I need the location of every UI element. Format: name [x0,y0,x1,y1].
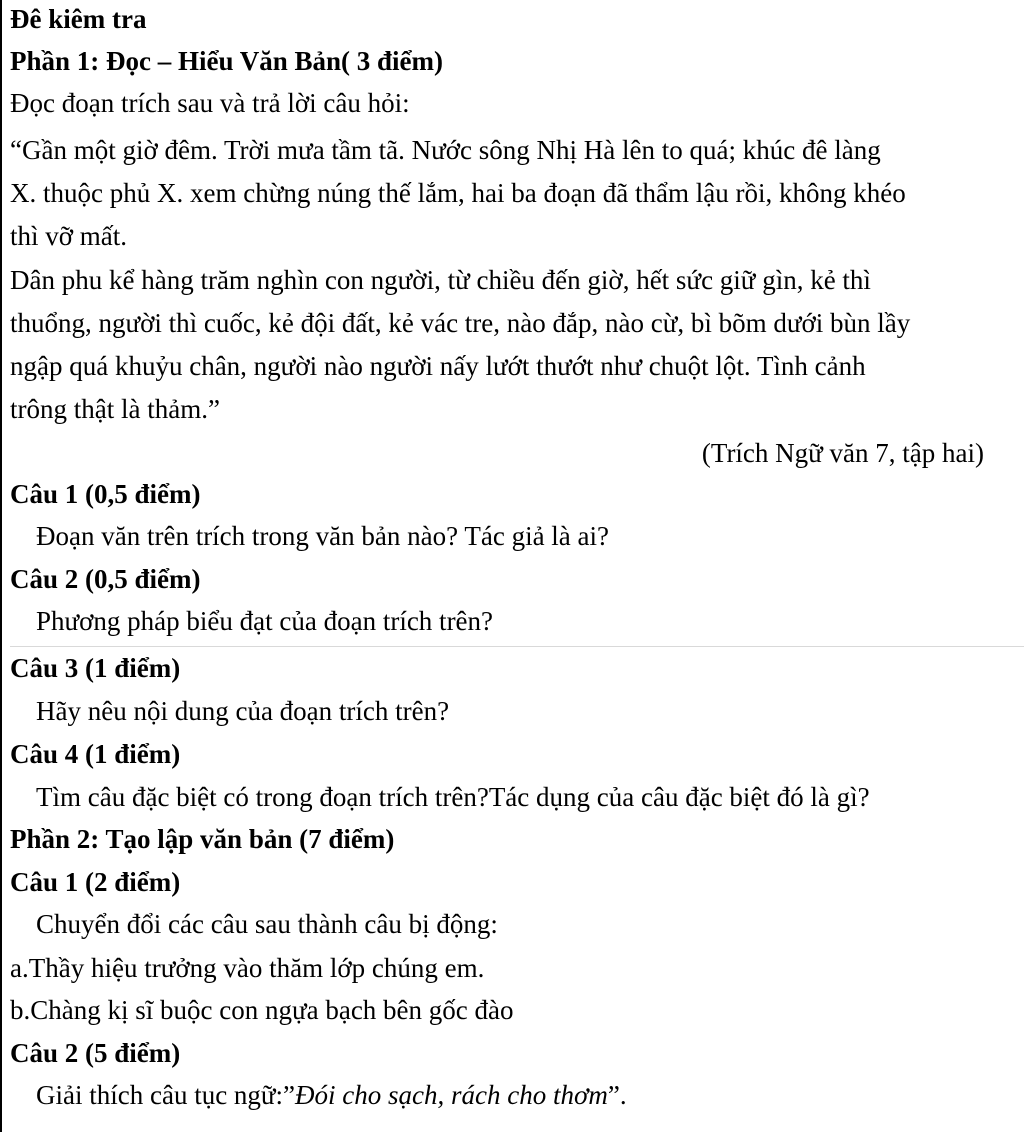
passage-line: Dân phu kể hàng trăm nghìn con người, từ chiều đến giờ, hết sức giữ gìn, kẻ thì [10,265,871,295]
part1-heading: Phần 1: Đọc – Hiểu Văn Bản( 3 điểm) [10,46,444,76]
passage-line: “Gần một giờ đêm. Trời mưa tầm tã. Nước sông Nhị Hà lên to quá; khúc đê làng [10,135,881,165]
passage-line: X. thuộc phủ X. xem chừng núng thế lắm, hai ba đoạn đã thẩm lậu rồi, không khéo [10,178,906,208]
part2-question-1-item: a.Thầy hiệu trưởng vào thăm lớp chúng em. [10,953,485,983]
passage-line: thì vỡ mất. [10,221,128,251]
question-1-text: Đoạn văn trên trích trong văn bản nào? Tác giả là ai? [36,521,610,551]
question-3-text: Hãy nêu nội dung của đoạn trích trên? [36,696,450,726]
exam-title: Đê kiêm tra [10,4,147,34]
proverb: Đói cho sạch, rách cho thơm [295,1080,608,1110]
passage-line: thuổng, người thì cuốc, kẻ đội đất, kẻ vác tre, nào đắp, nào cừ, bì bõm dưới bùn lầy [10,308,911,338]
question-2-label: Câu 2 (0,5 điểm) [10,564,201,594]
proverb-prefix: Giải thích câu tục ngữ:” [36,1080,296,1110]
passage-line: ngập quá khuỷu chân, người nào người nấy lướt thướt như chuột lột. Tình cảnh [10,351,866,381]
part2-question-1-item: b.Chàng kị sĩ buộc con ngựa bạch bên gốc đào [10,995,514,1025]
proverb-suffix: ”. [607,1080,627,1110]
part2-question-2-text [36,1082,627,1109]
part1-instruction: Đọc đoạn trích sau và trả lời câu hỏi: [10,88,410,118]
part2-question-1-text: Chuyển đổi các câu sau thành câu bị động: [36,909,498,939]
part2-question-1-label: Câu 1 (2 điểm) [10,867,181,897]
passage-source: (Trích Ngữ văn 7, tập hai) [701,438,984,468]
question-3-label: Câu 3 (1 điểm) [10,653,181,683]
question-4-text: Tìm câu đặc biệt có trong đoạn trích trên?Tác dụng của câu đặc biệt đó là gì? [36,782,870,812]
question-2-text: Phương pháp biểu đạt của đoạn trích trên? [36,606,494,636]
divider [10,646,1024,647]
question-1-label: Câu 1 (0,5 điểm) [10,479,201,509]
part2-question-2-label: Câu 2 (5 điểm) [10,1038,181,1068]
part2-heading: Phần 2: Tạo lập văn bản (7 điểm) [10,824,395,854]
question-4-label: Câu 4 (1 điểm) [10,739,181,769]
passage-line: trông thật là thảm.” [10,394,220,424]
